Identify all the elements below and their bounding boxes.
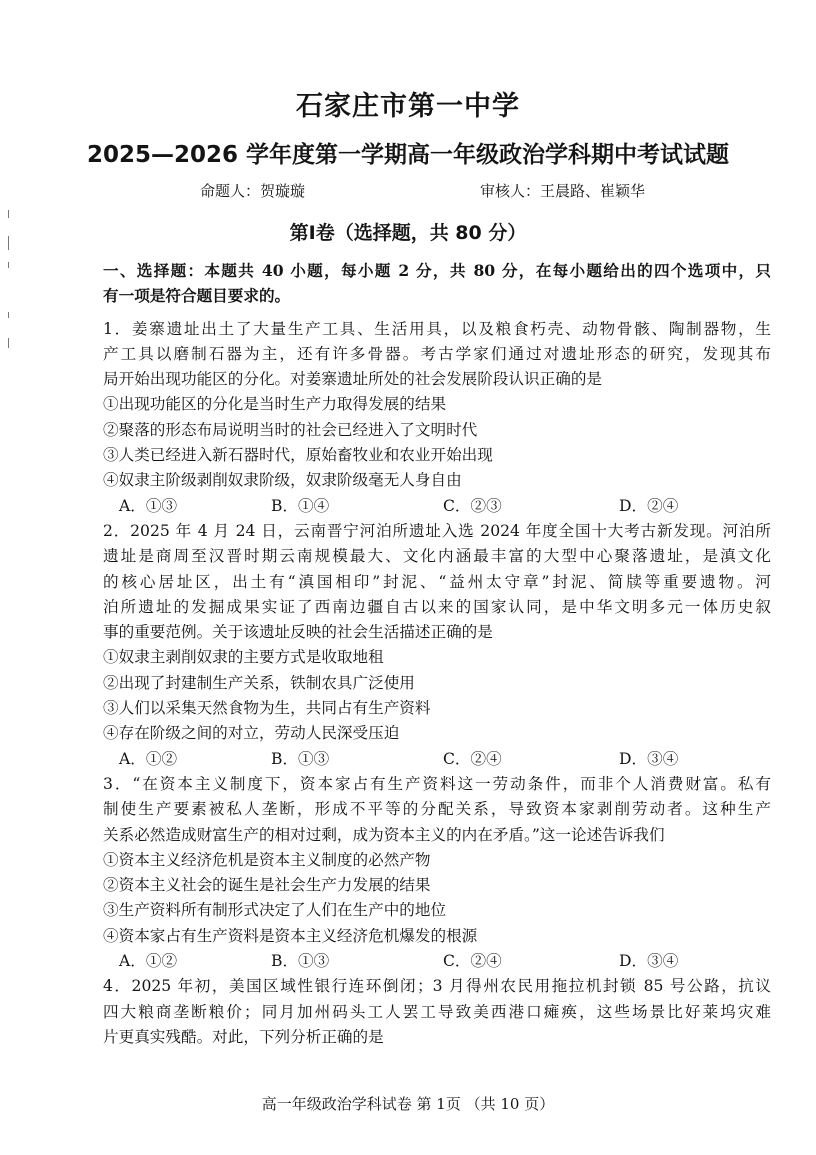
question-stem-line: 制使生产要素被私人垄断，形成不平等的分配关系，导致资本家剥削劳动者。这种生产 — [103, 800, 771, 819]
binding-margin-mark — [8, 312, 9, 318]
question-stem-line: 事的重要范例。关于该遗址反映的社会生活描述正确的是 — [103, 623, 493, 642]
answer-options — [103, 949, 771, 974]
binding-margin-mark — [8, 338, 9, 348]
question-2 — [103, 519, 771, 772]
binding-margin-mark — [8, 210, 9, 218]
option-d: D．③④ — [619, 952, 679, 971]
statement-option: ②聚落的形态布局说明当时的社会已经进入了文明时代 — [103, 420, 478, 439]
question-content — [103, 258, 771, 1050]
option-d: D．③④ — [619, 749, 679, 768]
option-a: A．①② — [119, 749, 178, 768]
answer-options — [103, 494, 771, 519]
option-a: A．①② — [119, 952, 178, 971]
option-b: B．①③ — [271, 952, 330, 971]
question-stem-line: 遗址是商周至汉晋时期云南规模最大、文化内涵最丰富的大型中心聚落遗址，是滇文化 — [103, 547, 771, 566]
question-stem-line: 的核心居址区，出土有“滇国相印”封泥、“益州太守章”封泥、简牍等重要遗物。河 — [103, 572, 771, 591]
section-title: 第Ⅰ卷（选择题，共 80 分） — [289, 222, 527, 244]
question-4 — [103, 974, 771, 1050]
question-setter: 命题人：贺璇璇 — [200, 182, 306, 200]
answer-options — [103, 747, 771, 772]
option-b: B．①③ — [271, 749, 330, 768]
option-a: A．①③ — [119, 496, 178, 515]
option-d: D．②④ — [619, 496, 679, 515]
page-footer: 高一年级政治学科试卷 第 1页 （共 10 页） — [261, 1095, 555, 1113]
question-3 — [103, 772, 771, 974]
statement-option: ①奴隶主剥削奴隶的主要方式是收取地租 — [103, 648, 384, 667]
option-c: C．②③ — [443, 496, 502, 515]
statement-option: ①出现功能区的分化是当时生产力取得发展的结果 — [103, 395, 447, 414]
author-row — [0, 180, 816, 204]
instruction-line: 有一项是符合题目要求的。 — [103, 286, 291, 306]
option-c: C．②④ — [443, 749, 502, 768]
question-stem-line: 四大粮商垄断粮价；同月加州码头工人罢工导致美西港口瘫痪，这些场景比好莱坞灾难 — [103, 1002, 771, 1021]
question-stem-line: 3．“在资本主义制度下，资本家占有生产资料这一劳动条件，而非个人消费财富。私有 — [103, 774, 771, 793]
question-stem-line: 关系必然造成财富生产的相对过剩，成为资本主义的内在矛盾。”这一论述告诉我们 — [103, 825, 665, 844]
question-stem-line: 2．2025 年 4 月 24 日，云南晋宁河泊所遗址入选 2024 年度全国十大考古新发现。河泊所 — [103, 521, 771, 540]
option-b: B．①④ — [271, 496, 330, 515]
statement-option: ④存在阶级之间的对立，劳动人民深受压迫 — [103, 724, 400, 743]
option-c: C．②④ — [443, 952, 502, 971]
question-stem-line: 1．姜寨遗址出土了大量生产工具、生活用具，以及粮食朽壳、动物骨骸、陶制器物，生 — [103, 319, 771, 338]
question-stem-line: 泊所遗址的发掘成果实证了西南边疆自古以来的国家认同，是中华文明多元一体历史叙 — [103, 597, 771, 616]
school-name: 石家庄市第一中学 — [296, 91, 520, 122]
question-stem-line: 片更真实残酷。对此，下列分析正确的是 — [103, 1027, 384, 1046]
statement-option: ②资本主义社会的诞生是社会生产力发展的结果 — [103, 876, 431, 895]
exam-title: 2025—2026 学年度第一学期高一年级政治学科期中考试试题 — [86, 142, 730, 168]
statement-option: ④奴隶主阶级剥削奴隶阶级，奴隶阶级毫无人身自由 — [103, 471, 462, 490]
statement-option: ④资本家占有生产资料是资本主义经济危机爆发的根源 — [103, 926, 478, 945]
question-stem-line: 局开始出现功能区的分化。对姜寨遗址所处的社会发展阶段认识正确的是 — [103, 370, 603, 389]
instruction-line: 一、选择题：本题共 40 小题，每小题 2 分，共 80 分，在每小题给出的四个选项中，只 — [103, 261, 771, 280]
statement-option: ③生产资料所有制形式决定了人们在生产中的地位 — [103, 901, 447, 920]
statement-option: ③人类已经进入新石器时代，原始畜牧业和农业开始出现 — [103, 446, 493, 465]
statement-option: ②出现了封建制生产关系，铁制农具广泛使用 — [103, 673, 415, 692]
binding-margin-mark — [8, 262, 9, 268]
statement-option: ③人们以采集天然食物为生，共同占有生产资料 — [103, 699, 431, 718]
question-1 — [103, 317, 771, 519]
reviewer: 审核人：王晨路、崔颖华 — [480, 182, 646, 200]
question-stem-line: 产工具以磨制石器为主，还有许多骨器。考古学家们通过对遗址形态的研究，发现其布 — [103, 344, 771, 363]
statement-option: ①资本主义经济危机是资本主义制度的必然产物 — [103, 850, 431, 869]
question-stem-line: 4．2025 年初，美国区域性银行连环倒闭；3 月得州农民用拖拉机封锁 85 号公路，抗议 — [103, 977, 771, 996]
